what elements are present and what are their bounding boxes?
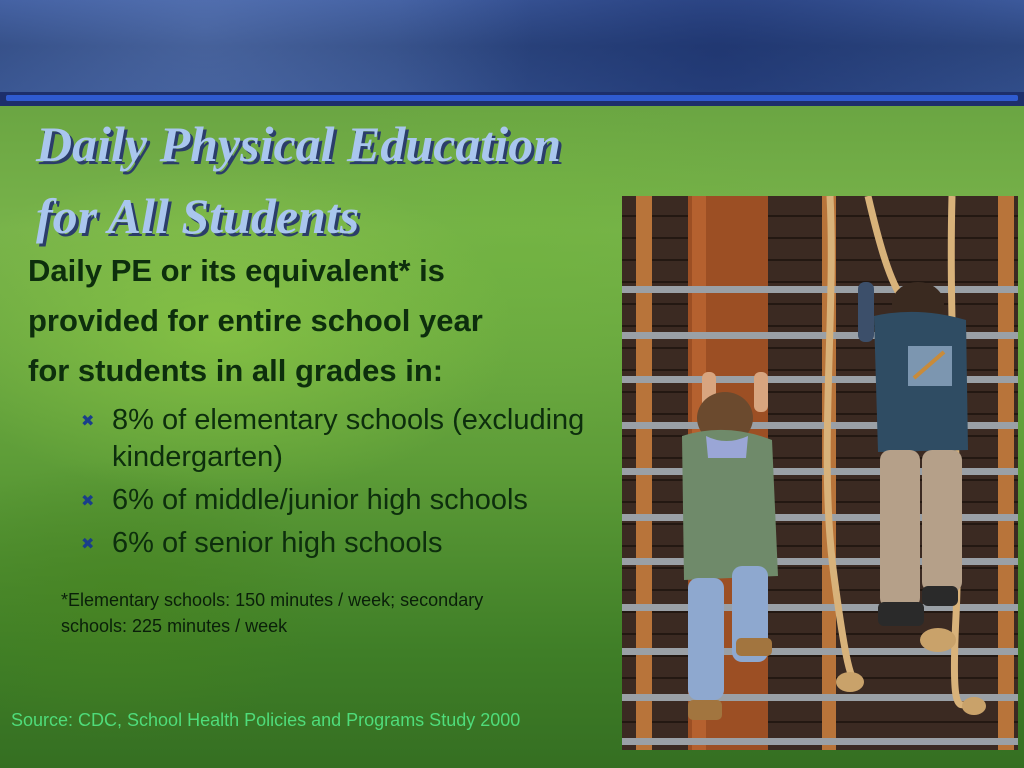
header-band	[0, 0, 1024, 92]
bullet-text: 6% of senior high schools	[112, 527, 443, 559]
body-text	[28, 252, 608, 568]
footnote: *Elementary schools: 150 minutes / week; secondary schools: 225 minutes / week	[61, 590, 484, 636]
body-line-1: Daily PE or its equivalent* is	[28, 253, 445, 288]
header-rule-highlight	[6, 95, 1018, 101]
title-line-1: Daily Physical Education	[36, 116, 561, 172]
body-line-3: for students in all grades in:	[28, 353, 444, 388]
bullet-list	[28, 402, 608, 562]
body-line-2: provided for entire school year	[28, 303, 483, 338]
source-citation: Source: CDC, School Health Policies and Programs Study 2000	[11, 710, 521, 730]
x-bullet-icon: ✖	[81, 413, 95, 430]
bullet-item	[28, 402, 608, 476]
x-bullet-icon: ✖	[81, 493, 95, 510]
bullet-text: 6% of middle/junior high schools	[112, 484, 528, 516]
bullet-text: 8% of elementary schools (excluding kindergarten)	[112, 404, 585, 473]
bullet-item	[28, 525, 608, 562]
title-line-2: for All Students	[36, 188, 360, 244]
climbing-wall-photo	[622, 196, 1018, 750]
x-bullet-icon: ✖	[81, 536, 95, 553]
bullet-item	[28, 482, 608, 519]
